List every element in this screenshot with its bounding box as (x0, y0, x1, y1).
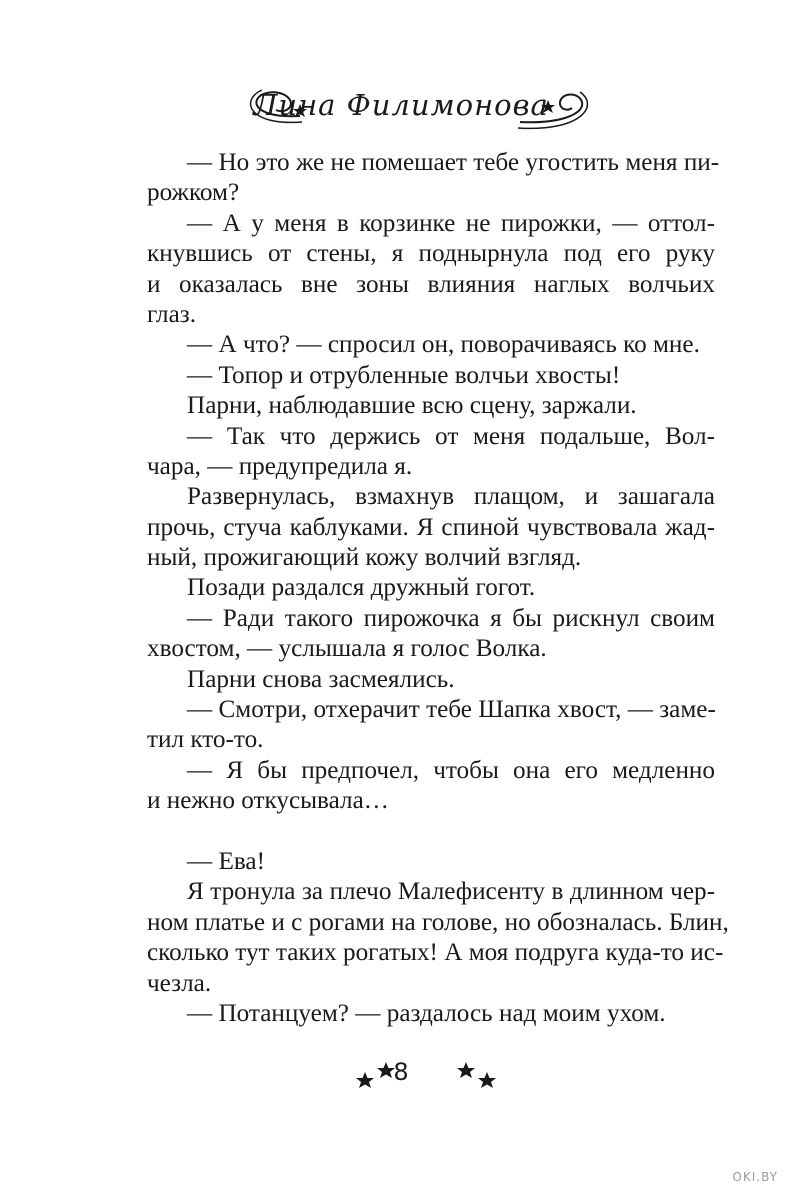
page-footer (0, 1050, 802, 1100)
text-line: — А что? — спросил он, поворачиваясь ко мне. (187, 331, 700, 359)
text-line: — Но это же не помешает тебе угостить меня пи- (187, 149, 720, 176)
text-line: Развернулась, взмахнув плащом, и зашагала (187, 483, 715, 511)
text-line: — Потанцуем? — раздалось над моим ухом. (187, 999, 666, 1027)
running-header (0, 70, 802, 150)
text-line: — Смотри, отхерачит тебе Шапка хвост, — заме- (187, 696, 716, 724)
blank-line (147, 817, 715, 847)
watermark: OKI.BY (732, 1170, 778, 1184)
text-line: глаз. (147, 300, 197, 328)
page-number: 8 (393, 1058, 409, 1086)
text-line: — Топор и отрубленные волчьи хвосты! (187, 361, 621, 389)
author-name: Лина Филимонова (253, 88, 549, 122)
text-line: и нежно откусывала… (147, 787, 389, 815)
text-line: кнувшись от стены, я поднырнула под его руку (147, 240, 715, 268)
text-line: — Ева! (187, 847, 265, 875)
text-line: — А у меня в корзинке не пирожки, — оттол- (187, 209, 715, 237)
text-line: — Я бы предпочел, чтобы она его медленно (187, 756, 715, 784)
text-line: — Так что держись от меня подальше, Вол- (187, 422, 715, 450)
text-line: рожком? (147, 179, 240, 207)
text-line: тил кто-то. (147, 726, 264, 754)
text-line: Позади раздался дружный гогот. (187, 574, 536, 602)
text-line: Парни снова засмеялись. (187, 665, 455, 693)
text-line: чара, — предупредила я. (147, 452, 413, 480)
text-line: ный, прожигающий кожу волчий взгляд. (147, 544, 582, 572)
page-body-text (147, 148, 729, 1029)
text-line: и оказалась вне зоны влияния наглых волчьих (147, 270, 715, 298)
text-line: хвостом, — услышала я голос Волка. (147, 635, 547, 663)
text-line: сколько тут таких рогатых! А моя подруга куда-то ис- (147, 939, 724, 967)
text-line: ном платье и с рогами на голове, но обозналась. Блин, (147, 908, 729, 936)
text-line: чезла. (147, 969, 212, 997)
text-line: прочь, стуча каблуками. Я спиной чувствовала жад- (147, 513, 715, 541)
text-line: — Ради такого пирожочка я бы рискнул своим (187, 604, 715, 632)
text-line: Я тронула за плечо Малефисенту в длинном чер- (187, 878, 715, 906)
text-line: Парни, наблюдавшие всю сцену, заржали. (187, 392, 637, 420)
